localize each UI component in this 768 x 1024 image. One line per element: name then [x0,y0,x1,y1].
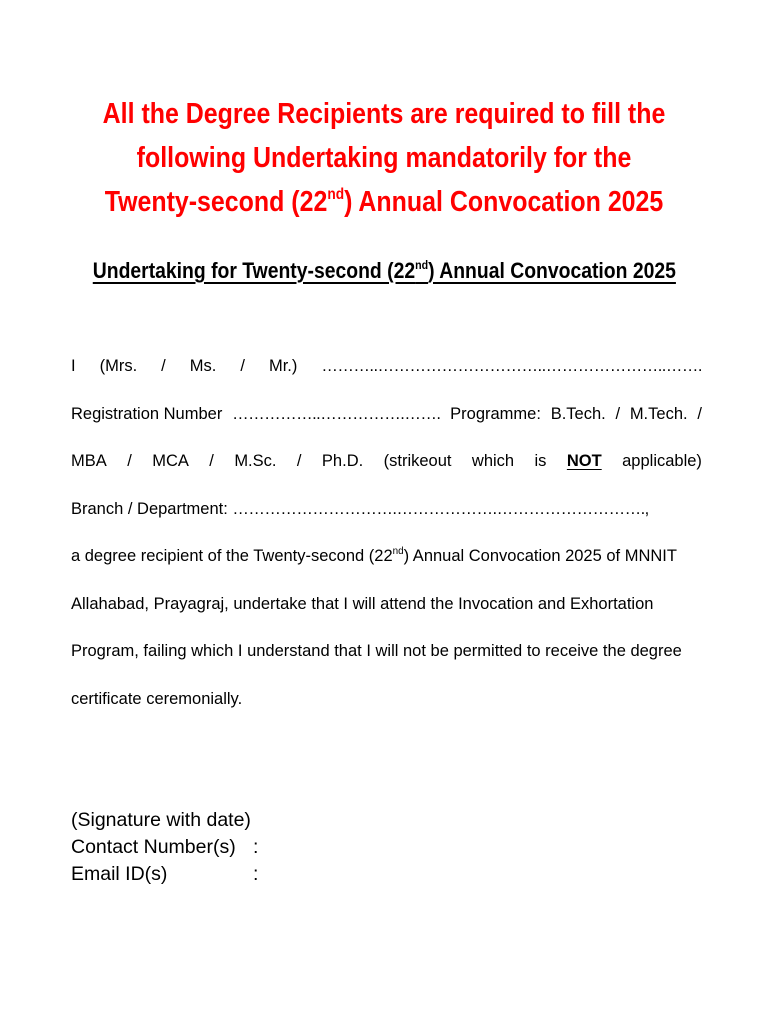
contact-row [71,834,258,861]
instruction-word: applicable) [622,452,702,470]
contact-label: Contact Number(s) [71,836,236,858]
salutation-word: Mr.) [268,357,298,375]
subheading [40,256,728,286]
statement-line-1 [71,533,702,581]
undertaking-body [71,343,702,723]
registration-blank: ……………..…………….……. [232,404,441,423]
instruction-word: (strikeout [383,452,452,470]
instruction-word: which [471,452,515,470]
contact-colon: : [253,836,259,858]
heading-line-3-sup: nd [327,186,345,204]
subheading-text [92,256,675,286]
branch-line [71,486,702,534]
statement-line-3: Program, failing which I understand that I will not be permitted to receive the degree [71,642,682,660]
programme-option: / [127,452,132,470]
not-emphasis: NOT [566,452,602,470]
heading [88,92,680,224]
statement-line-1-sup: nd [392,546,404,558]
heading-line-1: All the Degree Recipients are required to fill the [102,98,666,130]
programme-word: M.Tech. [629,404,688,423]
heading-line-3-pre: Twenty-second (22 [104,186,328,218]
signature-line [71,807,258,834]
statement-line-1-post: ) Annual Convocation 2025 of MNNIT [403,547,677,565]
email-row [71,861,258,888]
email-label: Email ID(s) [71,863,168,885]
statement-line-2: Allahabad, Prayagraj, undertake that I will attend the Invocation and Exhortation [71,594,654,613]
statement-line-1-pre: a degree recipient of the Twenty-second (22 [71,547,393,565]
salutation-word: / [240,357,245,375]
email-colon: : [253,863,259,885]
programme-word: / [697,404,702,423]
programme-option: MBA [71,452,107,470]
registration-line [71,391,702,439]
subheading-post: ) Annual Convocation 2025 [427,258,676,283]
programme-option: M.Sc. [234,452,277,470]
salutation-word: Ms. [189,357,217,375]
programme-word: B.Tech. [550,404,606,423]
subheading-sup: nd [414,257,428,272]
programme-option: MCA [152,452,189,470]
salutation-word: (Mrs. [99,357,138,375]
programme-option: / [209,452,214,470]
statement-line-4: certificate ceremonially. [71,689,243,708]
heading-line-3-post: ) Annual Convocation 2025 [344,186,664,218]
programme-option: Ph.D. [321,452,364,470]
name-blank: ………..…………………………..…………………..……. [321,357,702,375]
programme-word: Programme: [450,404,541,423]
programme-option: / [296,452,302,470]
salutation-word: / [161,357,166,375]
programme-options-line [71,438,702,486]
instruction-word: is [534,452,547,470]
branch-blank: ………………………….……………….………………………., [232,499,649,518]
signature-block [71,807,258,888]
registration-label: Registration Number [71,404,223,423]
subheading-pre: Undertaking for Twenty-second (22 [92,258,415,283]
name-line [71,343,702,391]
salutation-word: I [71,357,76,375]
branch-label: Branch / Department: [71,499,228,518]
heading-line-3 [88,180,680,224]
programme-word: / [615,404,621,423]
signature-label: (Signature with date) [71,809,251,831]
heading-line-2: following Undertaking mandatorily for the [136,142,632,174]
